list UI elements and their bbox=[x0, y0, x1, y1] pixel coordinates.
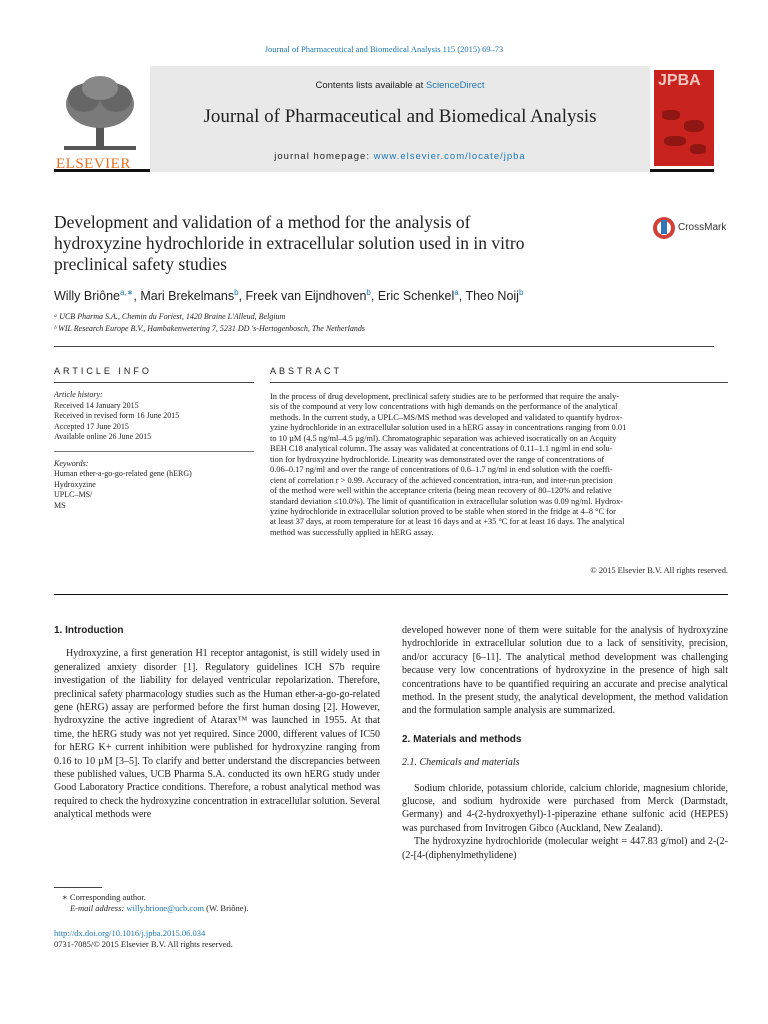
journal-masthead bbox=[54, 66, 714, 172]
email-link[interactable]: willy.brione@ucb.com bbox=[126, 903, 204, 913]
masthead-banner bbox=[150, 66, 650, 172]
affiliation-a: ᵃ UCB Pharma S.A., Chemin du Foriest, 1420 Braine L'Alleud, Belgium bbox=[54, 312, 286, 321]
section-heading-introduction: 1. Introduction bbox=[54, 625, 124, 636]
author: Eric Schenkel bbox=[377, 289, 455, 304]
affiliation-b: ᵇ WIL Research Europe B.V., Hambakenwetering 7, 5231 DD 's-Hertogenbosch, The Netherlands bbox=[54, 324, 365, 333]
keyword: UPLC–MS/ bbox=[54, 490, 93, 499]
history-label: Article history: bbox=[54, 390, 103, 399]
divider bbox=[270, 382, 728, 383]
author-list: Willy Briône$^{a,∗}$, Mari Brekelmans$^b$, Freek van Eijndhoven$^b$, Eric Schenkel$^a$, Theo Noij$^b$ bbox=[54, 288, 524, 304]
subsection-heading: 2.1. Chemicals and materials bbox=[402, 757, 520, 769]
elsevier-tree-logo bbox=[54, 74, 146, 172]
keyword: Hydroxyzine bbox=[54, 479, 96, 489]
section-heading-materials: 2. Materials and methods bbox=[402, 733, 522, 745]
author: Willy Briône bbox=[54, 289, 120, 304]
abstract-heading: ABSTRACT bbox=[270, 366, 343, 376]
history-item: Received in revised form 16 June 2015 bbox=[54, 411, 180, 420]
crossmark-badge[interactable]: CrossMark bbox=[652, 214, 732, 244]
article-info-heading: ARTICLE INFO bbox=[54, 366, 152, 376]
author: Mari Brekelmans bbox=[140, 289, 235, 304]
history-item: Available online 26 June 2015 bbox=[54, 432, 152, 441]
history-item: Accepted 17 June 2015 bbox=[54, 421, 129, 431]
introduction-paragraph: Hydroxyzine, a first generation H1 receptor antagonist, is still widely used in generalized anxiety disorder [1]. Regulatory guidelines ICH S7b require investigation of the liability for delayed ventricular repolarization. Therefore, preclinical safety pharmacology studies such as the Human ether-a-go-go-related gene (hERG) assay are performed before the first human dosing [2]. However, hydroxyzine the active ingredient of Atarax™ was launched in 1955. At that time, the hERG study was not yet required. Since 2000, different values of IC50 for hERG K+ current inhibition were published for hydroxyzine ranging from 0.16 to 10 µM [3–5]. To clarify and better understand the discrepancies between these published values, UCB Pharma S.A. conducted its own hERG study under Good Laboratory Practice conditions. Therefore, a robust analytical method was required to check the hydroxyzine concentration in extracellular solution. Several analytical methods were bbox=[54, 648, 380, 821]
article-info bbox=[54, 390, 254, 511]
body-paragraph: The hydroxyzine hydrochloride (molecular weight = 447.83 g/mol) and 2-(2-(2-[4-(diphenylmethylidene) bbox=[402, 836, 728, 861]
cover-title: JPBA bbox=[658, 72, 701, 89]
keywords-label: Keywords: bbox=[54, 458, 89, 468]
issn-line: 0731-7085/© 2015 Elsevier B.V. All rights reserved. bbox=[54, 939, 233, 949]
keyword: Human ether-a-go-go-related gene (hERG) bbox=[54, 469, 192, 478]
article-title: Development and validation of a method for the analysis of hydroxyzine hydrochloride in extracellular solution used in in vitro preclinical safety studies bbox=[54, 212, 525, 274]
body-paragraph: Sodium chloride, potassium chloride, calcium chloride, magnesium chloride, glucose, and sodium hydroxide were purchased from Merck (Darmstadt, Germany) and 4-(2-hydroxyethyl)-1-piperazine ethane sulfonic acid (HEPES) was purchased from Invitrogen Gibco (Auckland, New Zealand). bbox=[402, 782, 728, 834]
journal-citation[interactable]: Journal of Pharmaceutical and Biomedical Analysis 115 (2015) 69–73 bbox=[264, 44, 504, 54]
author: Freek van Eijndhoven bbox=[245, 289, 367, 304]
doi-block bbox=[54, 928, 233, 950]
left-column bbox=[54, 624, 380, 822]
divider bbox=[54, 451, 254, 452]
abstract-copyright: © 2015 Elsevier B.V. All rights reserved. bbox=[590, 566, 728, 575]
right-column bbox=[402, 624, 728, 862]
journal-title: Journal of Pharmaceutical and Biomedical Analysis bbox=[203, 106, 597, 127]
sciencedirect-link[interactable]: ScienceDirect bbox=[425, 80, 485, 91]
elsevier-wordmark: ELSEVIER bbox=[56, 156, 131, 172]
divider bbox=[54, 382, 254, 383]
divider bbox=[54, 346, 714, 347]
footnote: ∗ Corresponding author. E-mail address: willy.brione@ucb.com (W. Briône). bbox=[62, 892, 249, 913]
homepage-link[interactable]: www.elsevier.com/locate/jpba bbox=[373, 151, 526, 162]
contents-line: Contents lists available at ScienceDirect bbox=[315, 80, 485, 91]
doi-link[interactable]: http://dx.doi.org/10.1016/j.jpba.2015.06.034 bbox=[54, 928, 206, 938]
journal-cover-thumbnail[interactable] bbox=[654, 70, 714, 166]
divider bbox=[54, 594, 728, 595]
crossmark-icon bbox=[652, 214, 676, 244]
homepage-line: journal homepage: www.elsevier.com/locate/jpba bbox=[274, 151, 526, 162]
body-paragraph: developed however none of them were suitable for the analysis of hydroxyzine hydrochloride in extracellular solution due to a lack of sensitivity, precision, and/or accuracy [6–11]. The analytical method development was challenging because very low concentrations of hydroxyzine in the presence of high salt concentrations have to be quantified requiring an accurate and precise analytical method. In the present study, the analytical development, the method validation and the formulation sample analysis are summarized. bbox=[402, 625, 728, 717]
history-item: Received 14 January 2015 bbox=[54, 400, 139, 410]
abstract-text: In the process of drug development, preclinical safety studies are to be performed that require the analy- sis of the compound at very low concentrations with high demands on the performance of the analytical methods. In the current study, a UPLC–MS/MS method was developed and validated to quantify hydrox- yzine hydrochloride in an extracellular solution used in a hERG assay in concentrations ranging from 0.01 to 10 µM (4.5 ng/ml–4.5 µg/ml). Chromatographic separation was achieved isocratically on an Acquity BEH C18 analytical column. The assay was validated at concentrations of 0.11–1.1 ng/ml in end solu- tion for hydroxyzine hydrochloride. Linearity was demonstrated over the range of concentrations of 0.06–0.17 ng/ml and over the range of concentrations of 0.6–1.7 ng/ml in end solution with the coeffi- cient of correlation r > 0.99. Accuracy of the achieved concentration, intra-run, and inter-run precision of the method were well within the acceptance criteria (being mean recovery of 80–120% and relative standard deviation ≤10.0%). The limit of quantification in extracellular solution was 0.09 ng/ml. Hydrox- yzine hydrochloride in extracellular solution proved to be stable when stored in the fridge at 4–8 °C for at least 37 days, at room temperature for at least 16 days and at +35 °C for at least 16 days. The analytical method was successfully applied in hERG assay. bbox=[270, 392, 627, 537]
footnote-rule bbox=[54, 887, 102, 888]
keyword: MS bbox=[54, 500, 66, 510]
author: Theo Noij bbox=[465, 289, 519, 304]
